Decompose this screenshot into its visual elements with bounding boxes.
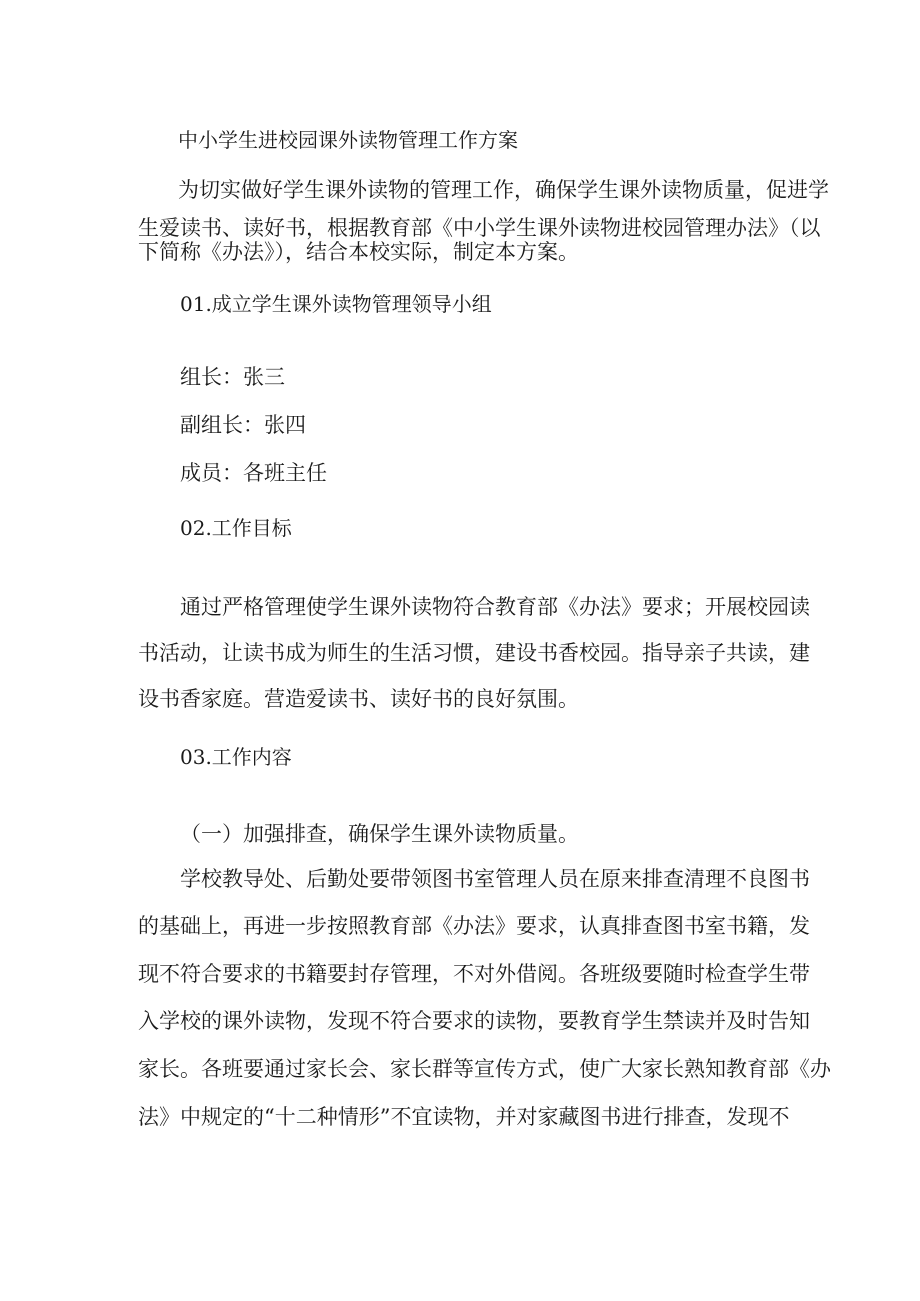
intro-line-1: 为切实做好学生课外读物的管理工作，确保学生课外读物质量，促进学 xyxy=(178,178,829,202)
content-line-5: 家长。各班要通过家长会、家长群等宣传方式，使广大家长熟知教育部《办 xyxy=(138,1057,831,1081)
content-line-1: 学校教导处、后勤处要带领图书室管理人员在原来排查清理不良图书 xyxy=(180,867,810,891)
goal-line-3: 设书香家庭。营造爱读书、读好书的良好氛围。 xyxy=(138,687,579,711)
document-title: 中小学生进校园课外读物管理工作方案 xyxy=(178,128,518,152)
goal-line-2: 书活动，让读书成为师生的生活习惯，建设书香校园。指导亲子共读，建 xyxy=(138,641,810,665)
leader-line: 组长：张三 xyxy=(180,365,285,389)
section-1-heading: 01.成立学生课外读物管理领导小组 xyxy=(180,292,492,316)
intro-line-3: 下简称《办法》），结合本校实际，制定本方案。 xyxy=(138,240,579,264)
members-line: 成员：各班主任 xyxy=(180,461,327,485)
content-line-4: 入学校的课外读物，发现不符合要求的读物，要教育学生禁读并及时告知 xyxy=(138,1009,810,1033)
section-3-heading: 03.工作内容 xyxy=(180,745,292,769)
content-line-2: 的基础上，再进一步按照教育部《办法》要求，认真排查图书室书籍，发 xyxy=(138,914,810,938)
goal-line-1: 通过严格管理使学生课外读物符合教育部《办法》要求；开展校园读 xyxy=(180,595,810,619)
deputy-line: 副组长：张四 xyxy=(180,413,306,437)
content-line-3: 现不符合要求的书籍要封存管理，不对外借阅。各班级要随时检查学生带 xyxy=(138,962,810,986)
section-3-subheading: （一）加强排查，确保学生课外读物质量。 xyxy=(180,822,579,846)
intro-line-2: 生爱读书、读好书，根据教育部《中小学生课外读物进校园管理办法》（以 xyxy=(138,216,821,240)
section-2-heading: 02.工作目标 xyxy=(180,516,292,540)
content-line-6: 法》中规定的“十二种情形”不宜读物，并对家藏图书进行排查，发现不 xyxy=(138,1105,790,1129)
